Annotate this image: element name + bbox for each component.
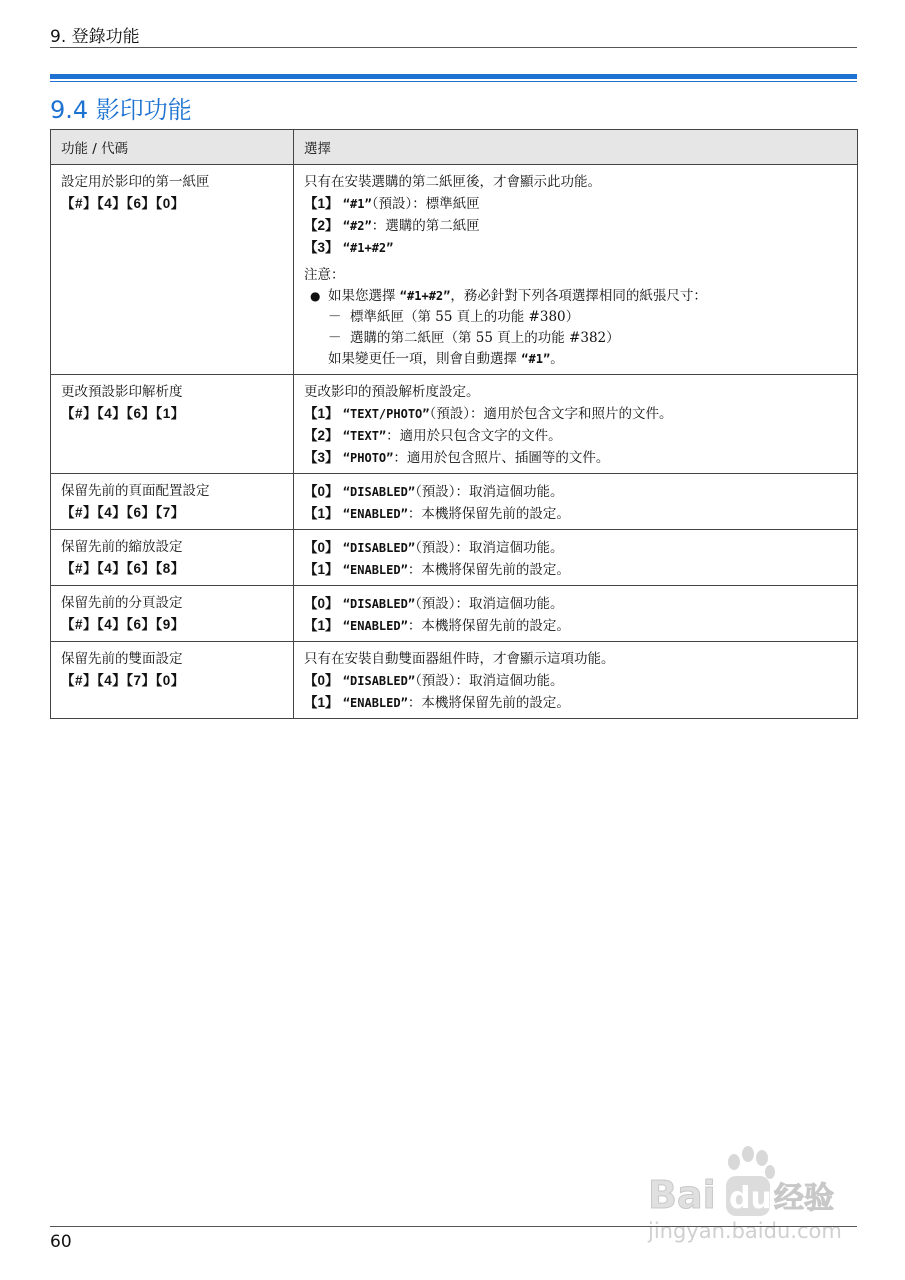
- selection-cell: [294, 474, 858, 530]
- note-after: [304, 349, 847, 370]
- option-desc: ：選購的第二紙匣: [371, 218, 480, 234]
- option-desc: （預設）：標準紙匣: [371, 196, 480, 212]
- option-value: “ENABLED”: [342, 696, 408, 710]
- option-value: “DISABLED”: [342, 597, 416, 611]
- settings-table: [50, 129, 858, 719]
- option-line: [304, 559, 847, 581]
- option-desc: （預設）：取消這個功能。: [415, 673, 564, 689]
- selection-cell: [294, 586, 858, 642]
- option-desc: ：本機將保留先前的設定。: [407, 695, 570, 711]
- option-desc: （預設）：取消這個功能。: [415, 484, 564, 500]
- option-key: 【0】: [304, 673, 339, 688]
- note-text: 如果變更任一項，則會自動選擇: [328, 351, 522, 367]
- footer-rule: [50, 1226, 857, 1227]
- option-key: 【2】: [304, 428, 339, 443]
- function-code: 【#】【4】【6】【1】: [61, 406, 185, 421]
- option-line: [304, 193, 847, 215]
- note-label: 注意：: [304, 267, 345, 283]
- function-code: 【#】【4】【6】【7】: [61, 505, 185, 520]
- baidu-watermark-logo: [640, 1140, 860, 1250]
- option-key: 【1】: [304, 618, 339, 633]
- section-bar: [50, 74, 857, 79]
- table-row: [51, 530, 858, 586]
- option-line: [304, 537, 847, 559]
- note-text: ，務必針對下列各項選擇相同的紙張尺寸：: [450, 288, 707, 304]
- option-value: “DISABLED”: [342, 674, 416, 688]
- selection-cell: [294, 375, 858, 474]
- option-key: 【0】: [304, 484, 339, 499]
- option-desc: ：適用於只包含文字的文件。: [386, 428, 562, 444]
- svg-text:jingyan.baidu.com: jingyan.baidu.com: [648, 1219, 842, 1243]
- svg-text:经验: 经验: [774, 1181, 834, 1216]
- option-desc: （預設）：適用於包含文字和照片的文件。: [429, 406, 673, 422]
- note-sub-text: 選購的第二紙匣（第 55 頁上的功能 #382）: [350, 330, 620, 346]
- selection-intro: 只有在安裝自動雙面器組件時，才會顯示這項功能。: [304, 651, 615, 667]
- option-line: [304, 447, 847, 469]
- option-key: 【3】: [304, 240, 339, 255]
- section-title: 9.4 影印功能: [50, 96, 192, 124]
- section-bar-thin: [50, 81, 857, 82]
- header-rule: [50, 47, 857, 48]
- svg-text:Bai: Bai: [648, 1173, 716, 1217]
- option-line: [304, 692, 847, 714]
- option-desc: （預設）：取消這個功能。: [415, 540, 564, 556]
- option-desc: （預設）：取消這個功能。: [415, 596, 564, 612]
- function-name: 設定用於影印的第一紙匣: [61, 174, 210, 190]
- function-cell: [51, 375, 294, 474]
- function-code: 【#】【4】【7】【0】: [61, 673, 185, 688]
- note-text: 。: [550, 351, 564, 367]
- option-value: “TEXT”: [342, 429, 387, 443]
- function-cell: [51, 530, 294, 586]
- option-value: “DISABLED”: [342, 541, 416, 555]
- option-line: [304, 503, 847, 525]
- table-row: [51, 586, 858, 642]
- selection-intro: 更改影印的預設解析度設定。: [304, 384, 480, 400]
- option-key: 【0】: [304, 596, 339, 611]
- option-value: “#1”: [342, 197, 372, 211]
- option-value: “ENABLED”: [342, 619, 408, 633]
- function-cell: [51, 642, 294, 719]
- table-row: [51, 165, 858, 375]
- bullet-icon: ●: [310, 289, 321, 303]
- option-desc: ：本機將保留先前的設定。: [407, 618, 570, 634]
- option-line: [304, 237, 847, 259]
- chapter-header: 9. 登錄功能: [50, 27, 140, 47]
- option-key: 【1】: [304, 506, 339, 521]
- table-row: [51, 642, 858, 719]
- selection-intro: 只有在安裝選購的第二紙匣後，才會顯示此功能。: [304, 174, 601, 190]
- table-row: [51, 375, 858, 474]
- table-row: [51, 474, 858, 530]
- option-line: [304, 425, 847, 447]
- option-line: [304, 481, 847, 503]
- function-name: 保留先前的雙面設定: [61, 651, 183, 667]
- function-code: 【#】【4】【6】【8】: [61, 561, 185, 576]
- option-value: “#2”: [342, 219, 372, 233]
- function-name: 保留先前的頁面配置設定: [61, 483, 210, 499]
- option-key: 【1】: [304, 562, 339, 577]
- dash-icon: －: [328, 330, 342, 346]
- option-key: 【1】: [304, 695, 339, 710]
- function-name: 更改預設影印解析度: [61, 384, 183, 400]
- option-key: 【0】: [304, 540, 339, 555]
- selection-cell: [294, 165, 858, 375]
- column-header-function: 功能 / 代碼: [51, 130, 294, 165]
- option-desc: ：本機將保留先前的設定。: [407, 562, 570, 578]
- function-name: 保留先前的縮放設定: [61, 539, 183, 555]
- option-value: “ENABLED”: [342, 563, 408, 577]
- option-line: [304, 670, 847, 692]
- note-sub-item: [304, 328, 847, 349]
- note-sub-item: [304, 307, 847, 328]
- note-text: 如果您選擇: [328, 288, 400, 304]
- option-desc: ：本機將保留先前的設定。: [407, 506, 570, 522]
- option-key: 【1】: [304, 196, 339, 211]
- note-bullet: [304, 286, 847, 307]
- option-value: “#1+#2”: [342, 241, 394, 255]
- option-line: [304, 615, 847, 637]
- note-value: “#1”: [521, 352, 551, 366]
- option-value: “ENABLED”: [342, 507, 408, 521]
- function-code: 【#】【4】【6】【0】: [61, 196, 185, 211]
- selection-cell: [294, 530, 858, 586]
- note-value: “#1+#2”: [399, 289, 451, 303]
- function-cell: [51, 165, 294, 375]
- table-header-row: [51, 130, 858, 165]
- option-line: [304, 215, 847, 237]
- option-key: 【1】: [304, 406, 339, 421]
- note-bullet-text: [328, 286, 707, 307]
- option-line: [304, 593, 847, 615]
- option-desc: ：適用於包含照片、插圖等的文件。: [393, 450, 610, 466]
- note-sub-text: 標準紙匣（第 55 頁上的功能 #380）: [350, 309, 580, 325]
- dash-icon: －: [328, 309, 342, 325]
- option-key: 【2】: [304, 218, 339, 233]
- function-cell: [51, 474, 294, 530]
- option-value: “DISABLED”: [342, 485, 416, 499]
- column-header-selection: 選擇: [294, 130, 858, 165]
- option-line: [304, 403, 847, 425]
- paw-icon: [728, 1146, 775, 1179]
- page-number: 60: [50, 1232, 72, 1252]
- function-cell: [51, 586, 294, 642]
- selection-cell: [294, 642, 858, 719]
- function-code: 【#】【4】【6】【9】: [61, 617, 185, 632]
- option-value: “PHOTO”: [342, 451, 394, 465]
- svg-text:du: du: [729, 1181, 772, 1216]
- option-value: “TEXT/PHOTO”: [342, 407, 430, 421]
- option-key: 【3】: [304, 450, 339, 465]
- function-name: 保留先前的分頁設定: [61, 595, 183, 611]
